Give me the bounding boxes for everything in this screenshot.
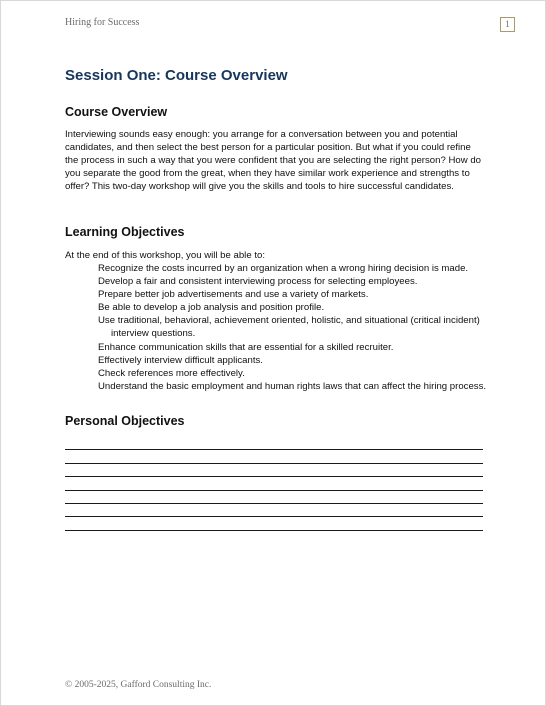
writing-line <box>65 517 483 530</box>
overview-line: hire successful candidates. <box>338 181 454 193</box>
writing-line <box>65 450 483 463</box>
objective-item: Develop a fair and consistent interviewing process for selecting employees. <box>98 276 418 288</box>
objective-item: Recognize the costs incurred by an organization when a wrong hiring decision is made. <box>98 263 469 274</box>
objective-item: Enhance communication skills that are essential for a skilled recruiter. <box>98 341 394 353</box>
learning-objectives-heading: Learning Objectives <box>65 225 185 239</box>
personal-objectives-writing-lines <box>65 437 483 531</box>
page-number: 1 <box>500 17 515 32</box>
objective-item: Check references more effectively. <box>98 367 245 379</box>
writing-line <box>65 504 483 517</box>
objective-item: Be able to develop a job analysis and position profile. <box>98 302 325 314</box>
learning-objectives-list <box>98 262 488 393</box>
objective-item: Understand the basic employment and human rights laws that can affect the hiring process. <box>98 380 487 392</box>
session-title: Session One: Course Overview <box>65 67 288 84</box>
writing-line <box>65 477 483 490</box>
running-header: Hiring for Success <box>65 17 140 28</box>
overview-line: refine the process in such a way that you were confident that you are selecting the right <box>65 142 471 167</box>
personal-objectives-heading: Personal Objectives <box>65 414 185 428</box>
overview-line: person? How do you separate the good from the great, when they have similar work <box>65 155 481 180</box>
writing-line <box>65 464 483 477</box>
writing-line <box>65 437 483 450</box>
objective-item: Use traditional, behavioral, achievement oriented, holistic, and situational (critical incident) interview questions. <box>98 315 480 340</box>
overview-line: experience and strengths to offer? This two-day workshop will give you the skills and tools to <box>65 168 470 193</box>
footer-copyright: © 2005-2025, Gafford Consulting Inc. <box>65 680 212 690</box>
overview-line: candidates, and then select the best person for a particular position. But what if you could <box>65 142 445 154</box>
objective-item: Effectively interview difficult applicants. <box>98 354 263 366</box>
course-overview-paragraph <box>65 128 485 193</box>
overview-line: Interviewing sounds easy enough: you arrange for a conversation between you and potential <box>65 129 458 140</box>
writing-line <box>65 491 483 504</box>
objective-item: Prepare better job advertisements and use a variety of markets. <box>98 289 369 301</box>
course-overview-heading: Course Overview <box>65 105 168 119</box>
learning-objectives-intro: At the end of this workshop, you will be able to: <box>65 250 265 261</box>
